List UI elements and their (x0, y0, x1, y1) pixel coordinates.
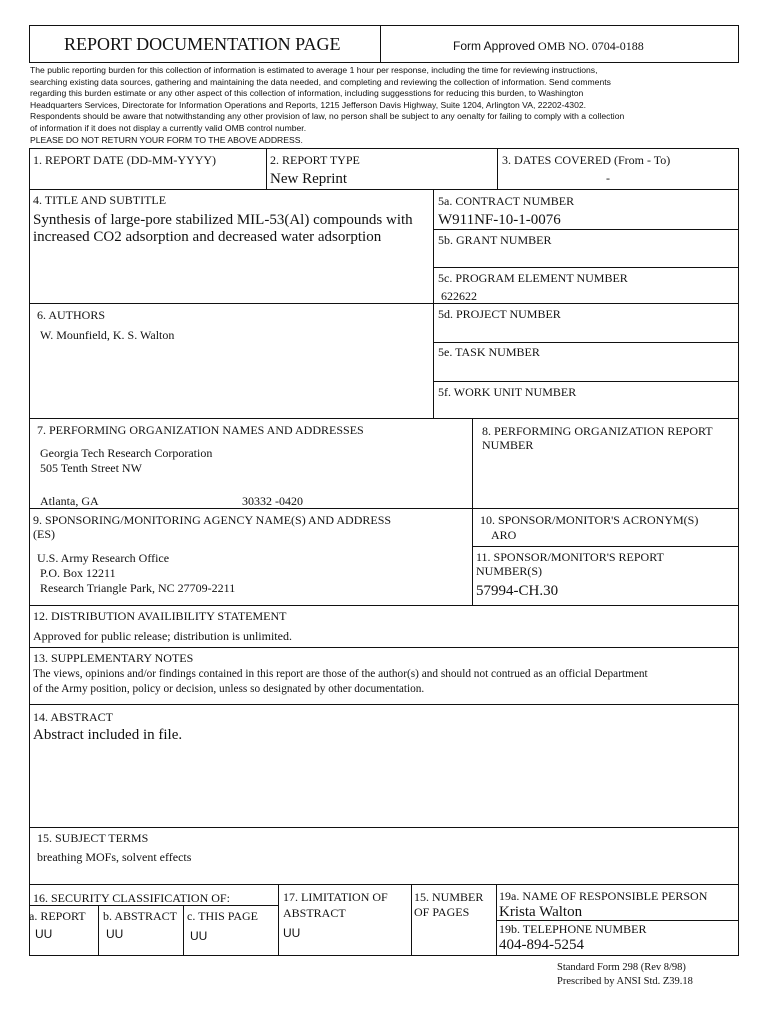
title-label: 4. TITLE AND SUBTITLE (33, 193, 167, 207)
sponsor-report-label-1: 11. SPONSOR/MONITOR'S REPORT (476, 550, 664, 564)
footer-form-number: Standard Form 298 (Rev 8/98) (557, 962, 686, 973)
task-number-label: 5e. TASK NUMBER (438, 345, 540, 359)
performing-org-city: Atlanta, GA (40, 494, 99, 508)
performing-org-line-2: 505 Tenth Street NW (40, 461, 142, 475)
security-page-label: c. THIS PAGE (187, 909, 259, 923)
rule (472, 418, 473, 605)
rule (29, 905, 278, 906)
num-pages-label-1: 15. NUMBER (414, 890, 484, 904)
sponsoring-agency-label-1: 9. SPONSORING/MONITORING AGENCY NAME(S) AND ADDRESS (33, 513, 392, 527)
telephone-label: 19b. TELEPHONE NUMBER (499, 922, 647, 936)
rule (98, 905, 99, 956)
rule (29, 189, 739, 190)
acronym-value: ARO (491, 528, 517, 542)
rule (29, 508, 739, 509)
dates-covered-value: - (606, 171, 610, 185)
program-element-label: 5c. PROGRAM ELEMENT NUMBER (438, 271, 628, 285)
rule (29, 884, 739, 885)
limitation-label-1: 17. LIMITATION OF (283, 890, 388, 904)
performing-report-label-2: NUMBER (482, 438, 534, 452)
project-number-label: 5d. PROJECT NUMBER (438, 307, 561, 321)
subject-terms-value: breathing MOFs, solvent effects (37, 850, 192, 864)
rule (29, 418, 739, 419)
form-approved-label (453, 39, 644, 53)
limitation-label-2: ABSTRACT (283, 906, 346, 920)
distribution-label: 12. DISTRIBUTION AVAILIBILITY STATEMENT (33, 609, 287, 623)
rule (266, 148, 267, 189)
notice-line: Respondents should be aware that notwithstanding any other provision of law, no person shall be subject to any oenalty for failing to comply with a collection (30, 111, 625, 122)
supplementary-line-1: The views, opinions and/or findings contained in this report are those of the author(s) and should not contrued as an official Department (33, 668, 648, 680)
title-line-2: increased CO2 adsorption and decreased water adsorption (33, 229, 382, 245)
page-title: REPORT DOCUMENTATION PAGE (64, 34, 341, 54)
rule (411, 884, 412, 956)
abstract-value: Abstract included in file. (33, 727, 183, 743)
rule (433, 381, 739, 382)
rule (29, 605, 739, 606)
do-not-return: PLEASE DO NOT RETURN YOUR FORM TO THE ABOVE ADDRESS. (30, 134, 303, 145)
program-element-value: 622622 (441, 289, 477, 303)
omb-number: OMB NO. 0704-0188 (538, 39, 644, 53)
notice-line: The public reporting burden for this collection of information is estimated to average 1 hour per response, including the time for reviewing instructions, (30, 65, 598, 75)
rule (496, 884, 497, 956)
rule (278, 884, 279, 956)
distribution-value: Approved for public release; distribution is unlimited. (33, 629, 292, 643)
notice-line: searching existing data sources, gathering and maintaining the data needed, and completing and reviewing the collection of information. Send comments (30, 76, 611, 87)
security-label: 16. SECURITY CLASSIFICATION OF: (33, 891, 230, 905)
contract-number-value: W911NF-10-1-0076 (438, 212, 561, 228)
rule (29, 827, 739, 828)
grant-number-label: 5b. GRANT NUMBER (438, 233, 552, 247)
authors-label: 6. AUTHORS (37, 308, 106, 322)
notice-line: regarding this burden estimate or any other aspect of this collection of information, including suggesstions for reducing this burden, to Washington (30, 88, 584, 99)
security-report-label: a. REPORT (29, 909, 86, 923)
performing-report-label-1: 8. PERFORMING ORGANIZATION REPORT (482, 424, 713, 438)
report-date-label: 1. REPORT DATE (DD-MM-YYYY) (33, 153, 217, 167)
security-abstract-label: b. ABSTRACT (103, 909, 178, 923)
responsible-label: 19a. NAME OF RESPONSIBLE PERSON (499, 889, 708, 903)
subject-terms-label: 15. SUBJECT TERMS (37, 831, 149, 845)
rule (472, 546, 739, 547)
limitation-value: UU (283, 926, 301, 940)
acronym-label: 10. SPONSOR/MONITOR'S ACRONYM(S) (480, 513, 699, 527)
work-unit-label: 5f. WORK UNIT NUMBER (438, 385, 577, 399)
rule (29, 303, 739, 304)
rule (183, 905, 184, 956)
sponsoring-agency-label-2: (ES) (33, 527, 55, 541)
sponsoring-agency-line-3: Research Triangle Park, NC 27709-2211 (40, 581, 236, 595)
rule (433, 267, 739, 268)
burden-notice (30, 65, 738, 146)
rule (433, 229, 739, 230)
performing-org-zip: 30332 -0420 (242, 494, 303, 508)
title-line-1: Synthesis of large-pore stabilized MIL-53(Al) compounds with (33, 212, 413, 228)
security-report-value: UU (35, 927, 53, 941)
sponsoring-agency-line-2: P.O. Box 12211 (40, 566, 116, 580)
rule (433, 342, 739, 343)
num-pages-label-2: OF PAGES (414, 905, 470, 919)
rule (433, 189, 434, 418)
report-type-label: 2. REPORT TYPE (270, 153, 360, 167)
report-type-value: New Reprint (270, 171, 348, 187)
supplementary-label: 13. SUPPLEMENTARY NOTES (33, 651, 194, 665)
security-page-value: UU (190, 929, 208, 943)
notice-line: Headquarters Services, Directorate for Information Operations and Reports, 1215 Jefferson Davis Highway, Suite 1204, Arlington VA, 22202-4302. (30, 99, 587, 110)
sponsor-report-label-2: NUMBER(S) (476, 564, 543, 578)
supplementary-line-2: of the Army position, policy or decision, unless so designated by other documentation. (33, 683, 425, 695)
responsible-value: Krista Walton (499, 904, 583, 920)
header-divider (380, 25, 381, 63)
form-approved-prefix: Form Approved (453, 39, 536, 53)
telephone-value: 404-894-5254 (499, 937, 584, 953)
dates-covered-label: 3. DATES COVERED (From - To) (502, 153, 671, 167)
sponsor-report-value: 57994-CH.30 (476, 583, 559, 599)
performing-org-label: 7. PERFORMING ORGANIZATION NAMES AND ADDRESSES (37, 423, 364, 437)
abstract-label: 14. ABSTRACT (33, 710, 114, 724)
performing-org-line-1: Georgia Tech Research Corporation (40, 446, 213, 460)
sponsoring-agency-line-1: U.S. Army Research Office (37, 551, 170, 565)
contract-number-label: 5a. CONTRACT NUMBER (438, 194, 575, 208)
security-abstract-value: UU (106, 927, 124, 941)
rule (29, 647, 739, 648)
footer-ansi: Prescribed by ANSI Std. Z39.18 (557, 976, 693, 987)
rule (29, 704, 739, 705)
notice-line: of information if it does not display a currently valid OMB control number. (30, 122, 307, 133)
rule (497, 148, 498, 189)
authors-value: W. Mounfield, K. S. Walton (40, 328, 175, 342)
